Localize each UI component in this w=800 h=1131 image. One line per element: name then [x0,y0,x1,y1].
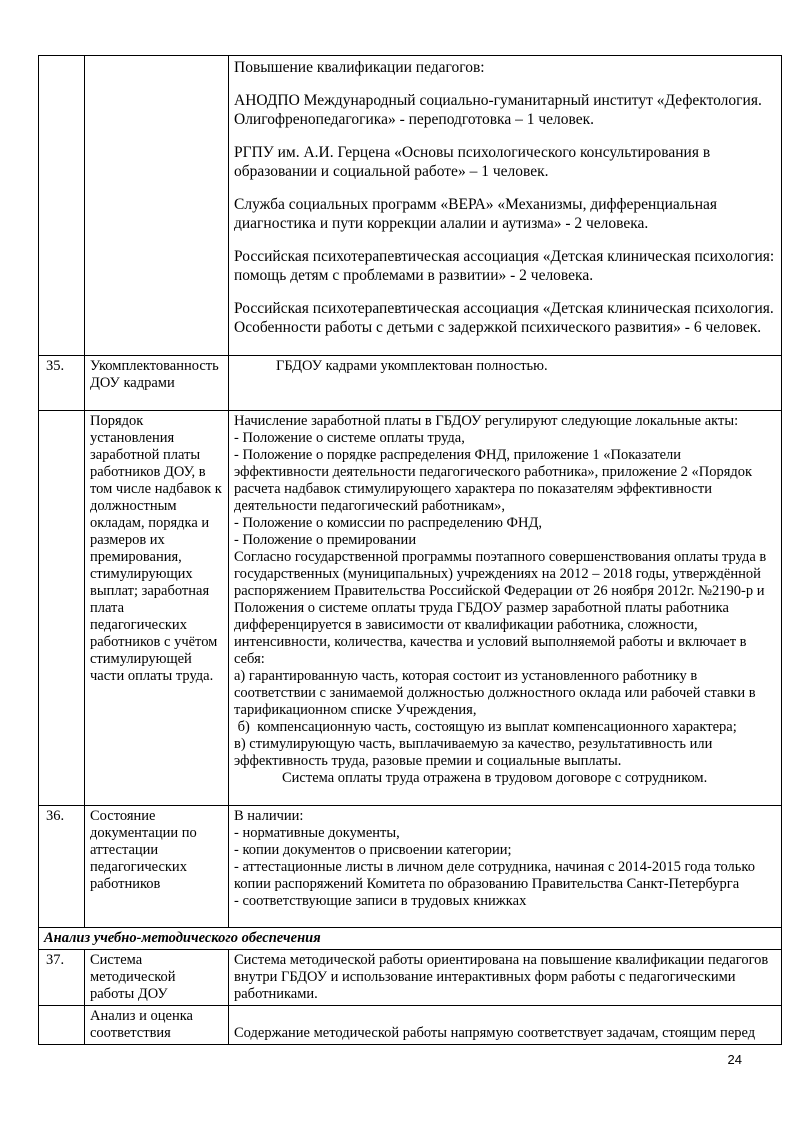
text-line: - Положение о комиссии по распределению ФНД, [234,515,542,531]
row-content [229,56,782,356]
text-line: - соответствующие записи в трудовых книжках [234,893,527,909]
row-number [39,56,85,356]
text-line: Начисление заработной платы в ГБДОУ регулируют следующие локальные акты: [234,413,739,429]
text-line: в) стимулирующую часть, выплачиваемую за качество, результативность или эффективность труда, разовые премии и социальные выплаты. [234,736,713,769]
row-text: ГБДОУ кадрами укомплектован полностью. [276,358,548,374]
row-number: 37. [39,950,85,1006]
text-line: - Положение о системе оплаты труда, [234,430,465,446]
table-row-35 [39,356,782,411]
paragraph: АНОДПО Международный социально-гуманитарный институт «Дефектология. Олигофренопедагогика» - переподготовка – 1 человек. [234,92,762,128]
text-line: - Положение о премировании [234,532,417,548]
row-number: 36. [39,806,85,928]
text-line: Согласно государственной программы поэтапного совершенствования оплаты труда в государственных (муниципальных) учреждениях на 2012 – 2018 годы, утверждённой распоряжением Правительства Российской Федерации от 26 ноября 2012г. №2190-р и Положения о системе оплаты труда ГБДОУ размер заработной платы работника дифференцируется в зависимости от квалификации работника, сложности, интенсивности, количества, качества и условий выполняемой работы и включает в себя: [234,549,767,667]
paragraph: Служба социальных программ «ВЕРА» «Механизмы, дифференциальная диагностика и пути коррекции алалии и аутизма» - 2 человека. [234,196,718,232]
paragraph: Российская психотерапевтическая ассоциация «Детская клиническая психология. Особенности работы с детьми с задержкой психического развития» - 6 человек. [234,300,774,336]
paragraph: Повышение квалификации педагогов: [234,59,485,76]
page-number: 24 [727,1052,742,1067]
table-row-37 [39,950,782,1006]
row-number: 35. [39,356,85,411]
table-row-qualification [39,56,782,356]
row-content [229,806,782,928]
text-line: а) гарантированную часть, которая состоит из установленного работнику в соответствии с занимаемой должностью должностного оклада или рабочей ставки в тарификационном списке Учреждения, [234,668,756,718]
row-content [229,356,782,411]
text-line: - аттестационные листы в личном деле сотрудника, начиная с 2014-2015 года только копии распоряжений Комитета по образованию Правительства Санкт-Петербурга [234,859,755,892]
row-number [39,1006,85,1045]
text-line: - нормативные документы, [234,825,400,841]
table-row-salary [39,411,782,806]
row-title: Состояние документации по аттестации педагогических работников [85,806,229,928]
paragraph: РГПУ им. А.И. Герцена «Основы психологического консультирования в образовании и социальной работе» – 1 человек. [234,144,711,180]
text-line: В наличии: [234,808,304,824]
report-table [38,55,782,1045]
row-title: Анализ и оценка соответствия [85,1006,229,1045]
row-title [85,56,229,356]
section-title: Анализ учебно-методического обеспечения [39,928,782,950]
row-title: Укомплектованность ДОУ кадрами [85,356,229,411]
row-title: Порядок установления заработной платы работников ДОУ, в том числе надбавок к должностным окладам, порядка и размеров их премирования, стимулирующих выплат; заработная плата педагогических работников с учётом стимулирующей части оплаты труда. [85,411,229,806]
table-row-last [39,1006,782,1045]
row-title: Система методической работы ДОУ [85,950,229,1006]
text-line: - Положение о порядке распределения ФНД, приложение 1 «Показатели эффективности деятельности педагогического работника», приложение 2 «Порядок расчета надбавок стимулирующего характера по показателям эффективности деятельности педагогический работникам», [234,447,753,514]
text-line: - копии документов о присвоении категории; [234,842,512,858]
table-row-36 [39,806,782,928]
row-content: Система методической работы ориентирована на повышение квалификации педагогов внутри ГБДОУ и использование интерактивных форм работы с педагогическими работниками. [229,950,782,1006]
row-number [39,411,85,806]
row-content [229,411,782,806]
paragraph: Российская психотерапевтическая ассоциация «Детская клиническая психология: помощь детям с проблемами в развитии» - 2 человека. [234,248,775,284]
row-text: Содержание методической работы напрямую соответствует задачам, стоящим перед [234,1025,756,1041]
section-header-row [39,928,782,950]
row-content [229,1006,782,1045]
closing-line: Система оплаты труда отражена в трудовом договоре с сотрудником. [282,770,708,786]
text-line: б) компенсационную часть, состоящую из выплат компенсационного характера; [234,719,737,735]
